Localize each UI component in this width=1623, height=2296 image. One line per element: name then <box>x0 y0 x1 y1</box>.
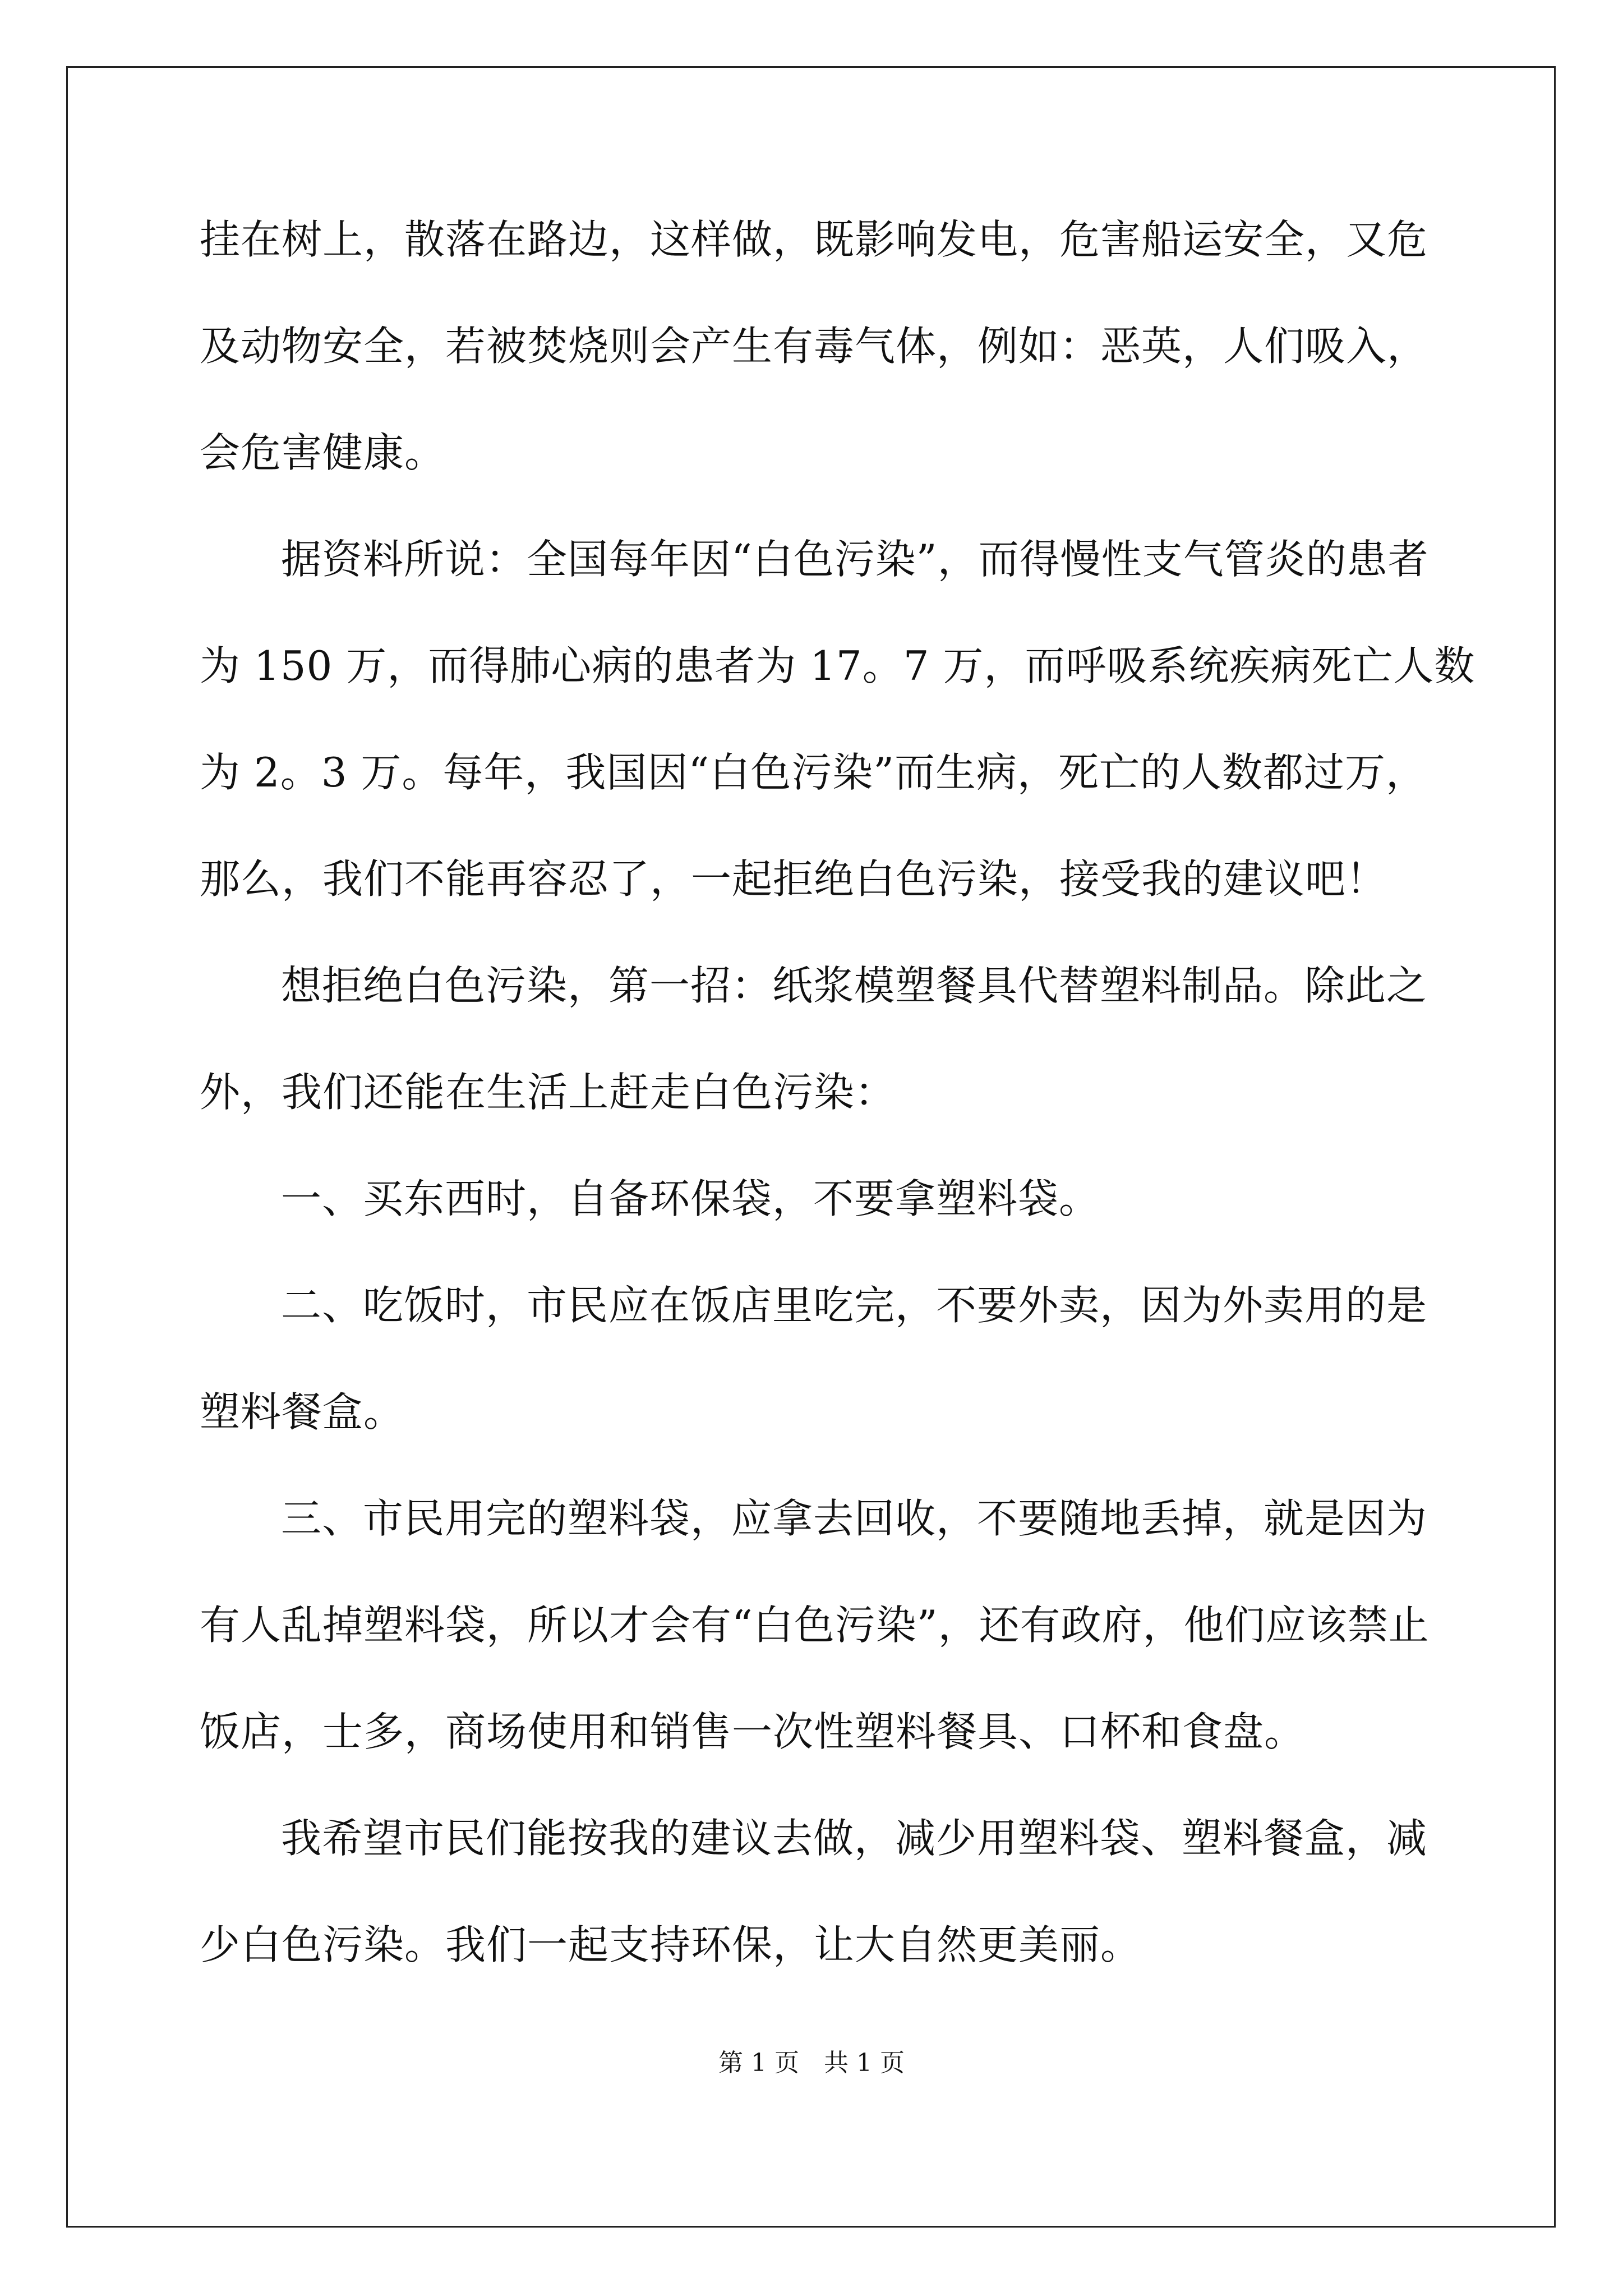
text-line: 有人乱掉塑料袋，所以才会有“白色污染”，还有政府，他们应该禁止 <box>200 1602 1430 1649</box>
paragraph-start-line: 想拒绝白色污染，第一招：纸浆模塑餐具代替塑料制品。除此之 <box>281 962 1428 1009</box>
text-line: 会危害健康。 <box>200 429 446 476</box>
text-line: 为 2。3 万。每年，我国因“白色污染”而生病，死亡的人数都过万， <box>200 749 1427 796</box>
page-footer <box>0 2046 1623 2080</box>
page-total: 共 1 页 <box>824 2049 905 2077</box>
paragraph-start-line: 一、买东西时，自备环保袋，不要拿塑料袋。 <box>281 1175 1100 1222</box>
text-line: 外，我们还能在生活上赶走白色污染： <box>200 1069 896 1116</box>
text-line: 那么，我们不能再容忍了，一起拒绝白色污染，接受我的建议吧！ <box>200 855 1387 903</box>
text-line: 挂在树上，散落在路边，这样做，既影响发电，危害船运安全，又危 <box>200 216 1428 263</box>
text-line: 及动物安全，若被焚烧则会产生有毒气体，例如：恶英，人们吸入， <box>200 323 1428 370</box>
paragraph-start-line: 我希望市民们能按我的建议去做，减少用塑料袋、塑料餐盒，减 <box>281 1815 1428 1862</box>
paragraph-start-line: 三、市民用完的塑料袋，应拿去回收，不要随地丢掉，就是因为 <box>281 1495 1428 1542</box>
text-line: 塑料餐盒。 <box>200 1388 405 1435</box>
paragraph-start-line: 二、吃饭时，市民应在饭店里吃完，不要外卖，因为外卖用的是 <box>281 1282 1428 1329</box>
text-line: 饭店，士多，商场使用和销售一次性塑料餐具、口杯和食盘。 <box>200 1708 1306 1755</box>
page-number: 第 1 页 <box>718 2049 799 2077</box>
paragraph-start-line: 据资料所说：全国每年因“白色污染”，而得慢性支气管炎的患者 <box>281 536 1429 583</box>
document-body <box>200 213 1476 2025</box>
text-line: 为 150 万，而得肺心病的患者为 17。7 万，而呼吸系统疾病死亡人数 <box>200 642 1476 689</box>
text-line: 少白色污染。我们一起支持环保，让大自然更美丽。 <box>200 1921 1142 1968</box>
